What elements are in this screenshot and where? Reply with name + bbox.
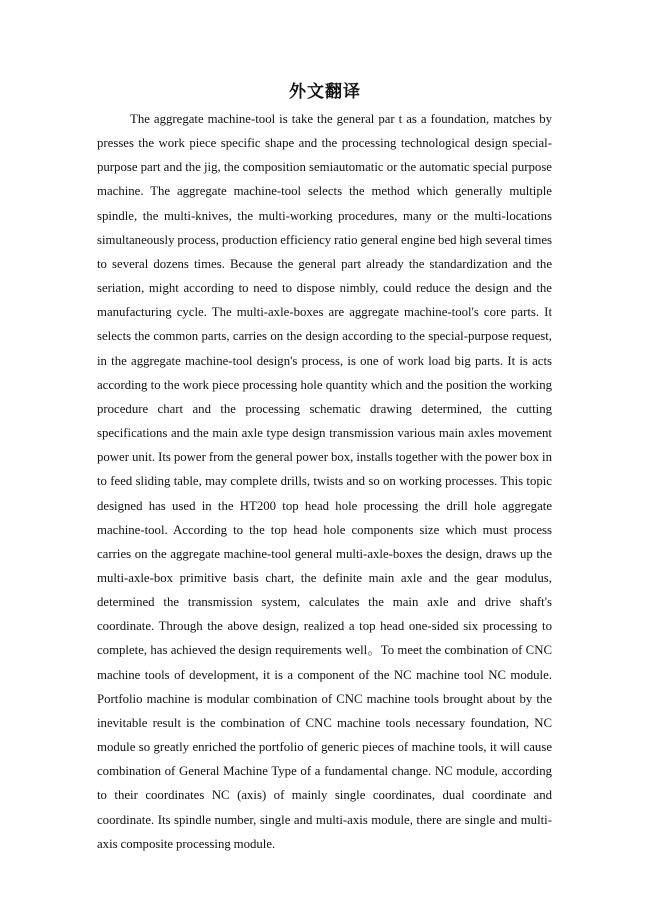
body-paragraph: The aggregate machine-tool is take the general par t as a foundation, matches by presses the work piece specific shape and the processing technological design special-purpose part and the jig, the composition semiautomatic or the automatic special purpose machine. The aggregate machine-tool selects the method which generally multiple spindle, the multi-knives, the multi-working procedures, many or the multi-locations simultaneously process, production efficiency ratio general engine bed high several times to several dozens times. Because the general part already the standardization and the seriation, might according to need to dispose nimbly, could reduce the design and the manufacturing cycle. The multi-axle-boxes are aggregate machine-tool's core parts. It selects the common parts, carries on the design according to the special-purpose request, in the aggregate machine-tool design's process, is one of work load big parts. It is acts according to the work piece processing hole quantity which and the position the working procedure chart and the processing schematic drawing determined, the cutting specifications and the main axle type design transmission various main axles movement power unit. Its power from the general power box, installs together with the power box in to feed sliding table, may complete drills, twists and so on working processes. This topic designed has used in the HT200 top head hole processing the drill hole aggregate machine-tool. According to the top head hole components size which must process carries on the aggregate machine-tool general multi-axle-boxes the design, draws up the multi-axle-box primitive basis chart, the definite main axle and the gear modulus, determined the transmission system, calculates the main axle and drive shaft's coordinate. Through the above design, realized a top head one-sided six processing to complete, has achieved the design requirements well。To meet the combination of CNC machine tools of development, it is a component of the NC machine tool NC module. Portfolio machine is modular combination of CNC machine tools brought about by the inevitable result is the combination of CNC machine tools necessary foundation, NC module so greatly enriched the portfolio of generic pieces of machine tools, it will cause combination of General Machine Type of a fundamental change. NC module, according to their coordinates NC (axis) of mainly single coordinates, dual coordinate and coordinate. Its spindle number, single and multi-axis module, there are single and multi-axis composite processing module.	[97, 112, 552, 851]
page-title: 外文翻译	[289, 82, 361, 102]
